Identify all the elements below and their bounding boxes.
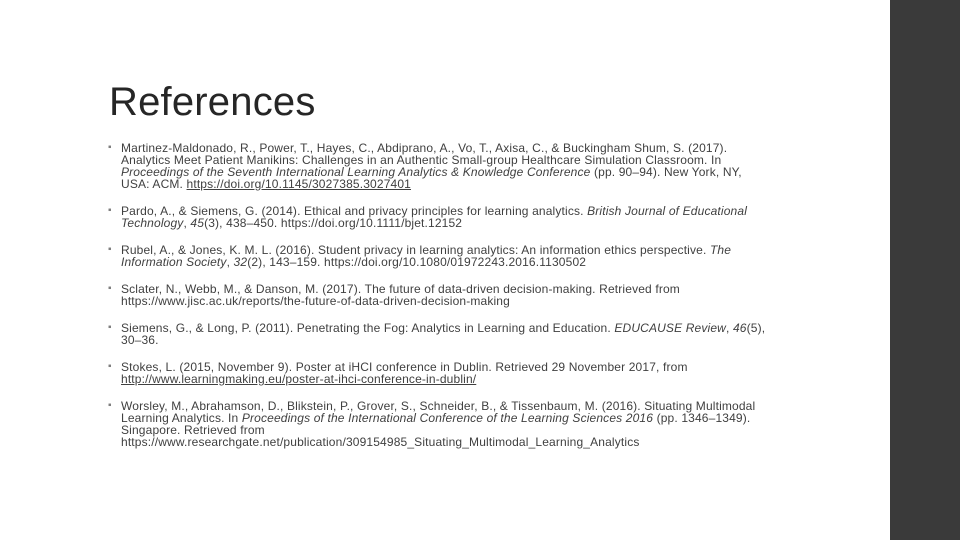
reference-source-title: The Information Society (121, 243, 732, 269)
reference-text: (pp. 90–94). New York, NY, USA: ACM. (121, 165, 742, 191)
reference-volume: 46 (732, 321, 747, 335)
reference-text: , (183, 216, 191, 230)
bullet-icon: ▪ (108, 400, 112, 411)
bullet-icon: ▪ (108, 244, 112, 255)
reference-text: Martinez-Maldonado, R., Power, T., Hayes, C., Abdiprano, A., Vo, T., Axisa, C., & Buckingham Shum, S. (2017). Analytics Meet Patient Manikins: Challenges in an Authentic Small-group Healthcare Simulation Classroom. In (121, 141, 728, 167)
reference-text: Sclater, N., Webb, M., & Danson, M. (2017). The future of data-driven decision-making. Retrieved from https://www.jisc.ac.uk/reports/the-future-of-data-driven-decision-making (121, 282, 680, 308)
reference-text: (5), 30–36. (121, 321, 766, 347)
bullet-icon: ▪ (108, 361, 112, 372)
reference-source-title: British Journal of Educational Technology (121, 204, 748, 230)
reference-text: Rubel, A., & Jones, K. M. L. (2016). Student privacy in learning analytics: An information ethics perspective. (121, 243, 710, 257)
bullet-icon: ▪ (108, 205, 112, 216)
bullet-icon: ▪ (108, 142, 112, 153)
reference-text: , (725, 321, 733, 335)
reference-text: Worsley, M., Abrahamson, D., Blikstein, P., Grover, S., Schneider, B., & Tissenbaum, M. (2016). Situating Multimodal Learning Analytics. In (121, 399, 756, 425)
reference-list (108, 142, 768, 463)
reference-text: Siemens, G., & Long, P. (2011). Penetrating the Fog: Analytics in Learning and Education. (121, 321, 615, 335)
slide-title: References (109, 80, 316, 124)
reference-volume: 32 (233, 255, 248, 269)
reference-text: (3), 438–450. https://doi.org/10.1111/bjet.12152 (204, 216, 463, 230)
reference-text: (2), 143–159. https://doi.org/10.1080/01972243.2016.1130502 (247, 255, 587, 269)
reference-item (108, 283, 768, 307)
reference-text: (pp. 1346–1349). Singapore. Retrieved from https://www.researchgate.net/publication/309154985_Situating_Multimodal_Learning_Analytics (121, 411, 751, 449)
reference-item (108, 322, 768, 346)
reference-volume: 45 (190, 216, 205, 230)
reference-link[interactable]: https://doi.org/10.1145/3027385.3027401 (186, 177, 411, 191)
reference-source-title: EDUCAUSE Review (614, 321, 726, 335)
reference-text: Pardo, A., & Siemens, G. (2014). Ethical and privacy principles for learning analytics. (121, 204, 588, 218)
reference-text: , (226, 255, 234, 269)
reference-item (108, 244, 768, 268)
reference-source-title: Proceedings of the Seventh International Learning Analytics & Knowledge Conference (121, 165, 591, 179)
bullet-icon: ▪ (108, 322, 112, 333)
right-accent-bar (890, 0, 960, 540)
reference-link[interactable]: http://www.learningmaking.eu/poster-at-ihci-conference-in-dublin/ (121, 372, 477, 386)
reference-item (108, 361, 768, 385)
reference-item (108, 400, 768, 448)
reference-text: Stokes, L. (2015, November 9). Poster at iHCI conference in Dublin. Retrieved 29 November 2017, from (121, 360, 688, 374)
reference-item (108, 205, 768, 229)
reference-item (108, 142, 768, 190)
reference-source-title: Proceedings of the International Conference of the Learning Sciences 2016 (241, 411, 654, 425)
bullet-icon: ▪ (108, 283, 112, 294)
